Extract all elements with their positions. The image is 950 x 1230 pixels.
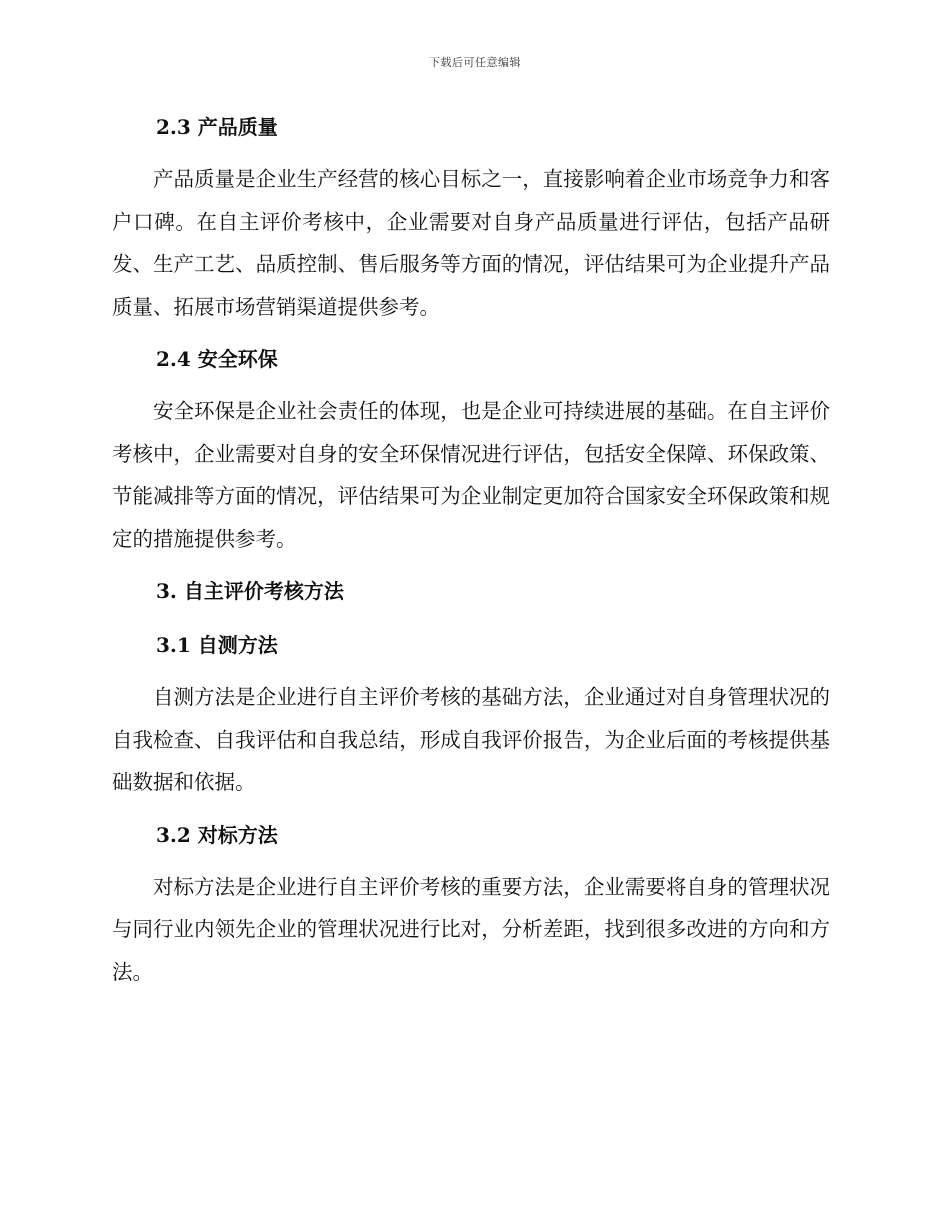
section-heading-3-2: 3.2 对标方法 xyxy=(156,822,278,847)
section-paragraph-2-4: 安全环保是企业社会责任的体现，也是企业可持续进展的基础。在自主评价考核中，企业需要对自身的安全环保情况进行评估，包括安全保障、环保政策、节能减排等方面的情况，评估结果可为企业制定更加符合国家安全环保政策和规定的措施提供参考。 xyxy=(112,399,830,551)
document-body xyxy=(112,110,830,993)
section-heading-3-1: 3.1 自测方法 xyxy=(156,633,278,657)
section-heading-2-3: 2.3 产品质量 xyxy=(156,115,278,139)
section-paragraph-3-2: 对标方法是企业进行自主评价考核的重要方法，企业需要将自身的管理状况与同行业内领先企业的管理状况进行比对，分析差距，找到很多改进的方向和方法。 xyxy=(112,874,830,984)
page-header: 下载后可任意编辑 xyxy=(429,56,521,69)
section-paragraph-3-1: 自测方法是企业进行自主评价考核的基础方法，企业通过对自身管理状况的自我检查、自我评估和自我总结，形成自我评价报告，为企业后面的考核提供基础数据和依据。 xyxy=(112,685,830,794)
section-paragraph-2-3: 产品质量是企业生产经营的核心目标之一，直接影响着企业市场竞争力和客户口碑。在自主评价考核中，企业需要对自身产品质量进行评估，包括产品研发、生产工艺、品质控制、售后服务等方面的情况，评估结果可为企业提升产品质量、拓展市场营销渠道提供参考。 xyxy=(112,167,830,319)
section-heading-2-4: 2.4 安全环保 xyxy=(156,347,278,371)
section-heading-3: 3. 自主评价考核方法 xyxy=(156,579,344,603)
